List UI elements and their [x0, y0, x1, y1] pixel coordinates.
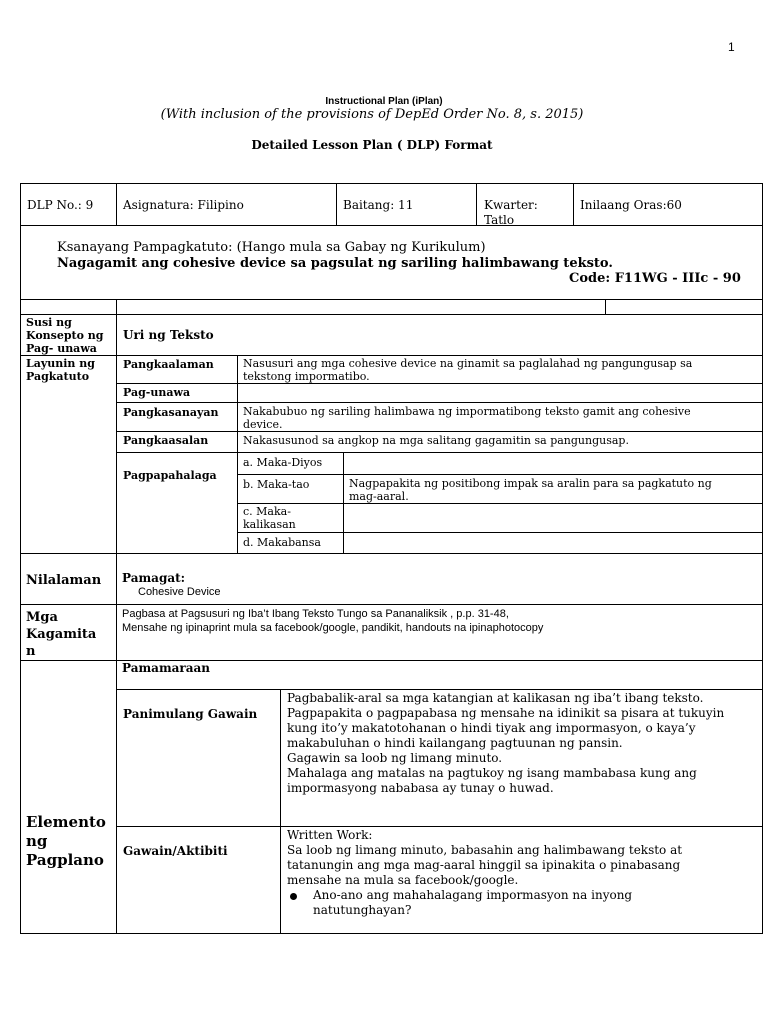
pamagat-value: Cohesive Device: [138, 586, 221, 598]
asignatura: Asignatura: Filipino: [123, 198, 244, 212]
bullet-icon: [290, 893, 297, 900]
dlp-number: DLP No.: 9: [27, 198, 94, 212]
format-title: Detailed Lesson Plan ( DLP) Format: [251, 138, 493, 152]
pagpapahalaga-maka-tao: b. Maka-tao: [243, 478, 310, 491]
domain-pangkaalaman: Pangkaalaman: [123, 358, 214, 371]
kagamitan-text: Pagbasa at Pagsusuri ng Iba’t Ibang Teksto Tungo sa Pananaliksik , p.p. 31-48, Mensahe ng ipinaprint mula sa facebook/google, pandikit, handouts na ipinaphotocopy: [122, 608, 544, 634]
gawain-aktibiti-text: Written Work: Sa loob ng limang minuto, babasahin ang halimbawang teksto at tatanungin ang mga mag-aaral hinggil sa ipinakita o pinabasang mensahe na mula sa facebook/google.: [287, 828, 683, 887]
inilaang-oras: Inilaang Oras:60: [580, 198, 682, 212]
panimulang-gawain-label: Panimulang Gawain: [123, 707, 258, 721]
gawain-aktibiti-label: Gawain/Aktibiti: [123, 844, 228, 858]
pagpapahalaga-maka-diyos: a. Maka-Diyos: [243, 456, 323, 469]
document-title: Instructional Plan (iPlan): [325, 96, 443, 107]
susi-label: Susi ng Konsepto ng Pag- unawa: [26, 316, 104, 355]
pagpapahalaga-maka-kalikasan: c. Maka- kalikasan: [243, 505, 296, 531]
pamamaraan-label: Pamamaraan: [122, 661, 211, 675]
competency-code: Code: F11WG - IIIc - 90: [569, 271, 741, 286]
objective-pangkaalaman: Nasusuri ang mga cohesive device na ginamit sa paglalahad ng pangungusap sa tekstong impormatibo.: [243, 357, 693, 383]
elemento-label: Elemento ng Pagplano: [26, 813, 106, 869]
panimulang-gawain-text: Pagbabalik-aral sa mga katangian at kalikasan ng iba’t ibang teksto. Pagpapakita o pagpapabasa ng mensahe na idinikit sa pisara at tukuyin kung ito’y makatotohanan o hindi tiyak ang impormasyon, o kaya’y makabuluhan o hindi kailangang pagtuunan ng pansin. Gagawin sa loob ng limang minuto. Mahalaga ang matalas na pagtukoy ng isang mambabasa kung ang impormasyong nababasa ay tunay o huwad.: [287, 691, 725, 795]
page-number: 1: [728, 40, 735, 54]
kwarter: Kwarter: Tatlo: [484, 198, 538, 227]
kagamitan-label: Mga Kagamita n: [26, 610, 97, 659]
document-subtitle: (With inclusion of the provisions of DepEd Order No. 8, s. 2015): [160, 107, 584, 122]
objective-pangkasanayan: Nakabubuo ng sariling halimbawa ng impormatibong teksto gamit ang cohesive device.: [243, 405, 691, 431]
objective-pangkaasalan: Nakasusunod sa angkop na mga salitang gagamitin sa pangungusap.: [243, 434, 629, 447]
pagpapahalaga-makabansa: d. Makabansa: [243, 536, 321, 549]
guide-question: Ano-ano ang mahahalagang impormasyon na inyong natutunghayan?: [313, 888, 633, 917]
domain-pangkaasalan: Pangkaasalan: [123, 434, 209, 447]
susi-value: Uri ng Teksto: [123, 328, 214, 342]
nilalaman-label: Nilalaman: [26, 573, 102, 588]
baitang: Baitang: 11: [343, 198, 414, 212]
domain-pagpapahalaga: Pagpapahalaga: [123, 469, 217, 482]
domain-pangkasanayan: Pangkasanayan: [123, 406, 219, 419]
pamagat-label: Pamagat:: [122, 571, 186, 585]
layunin-label: Layunin ng Pagkatuto: [26, 357, 95, 383]
domain-pag-unawa: Pag-unawa: [123, 386, 191, 399]
competency-text: Nagagamit ang cohesive device sa pagsulat ng sariling halimbawang teksto.: [57, 256, 613, 271]
competency-heading: Ksanayang Pampagkatuto: (Hango mula sa Gabay ng Kurikulum): [57, 240, 486, 255]
objective-maka-tao: Nagpapakita ng positibong impak sa aralin para sa pagkatuto ng mag-aaral.: [349, 477, 712, 503]
